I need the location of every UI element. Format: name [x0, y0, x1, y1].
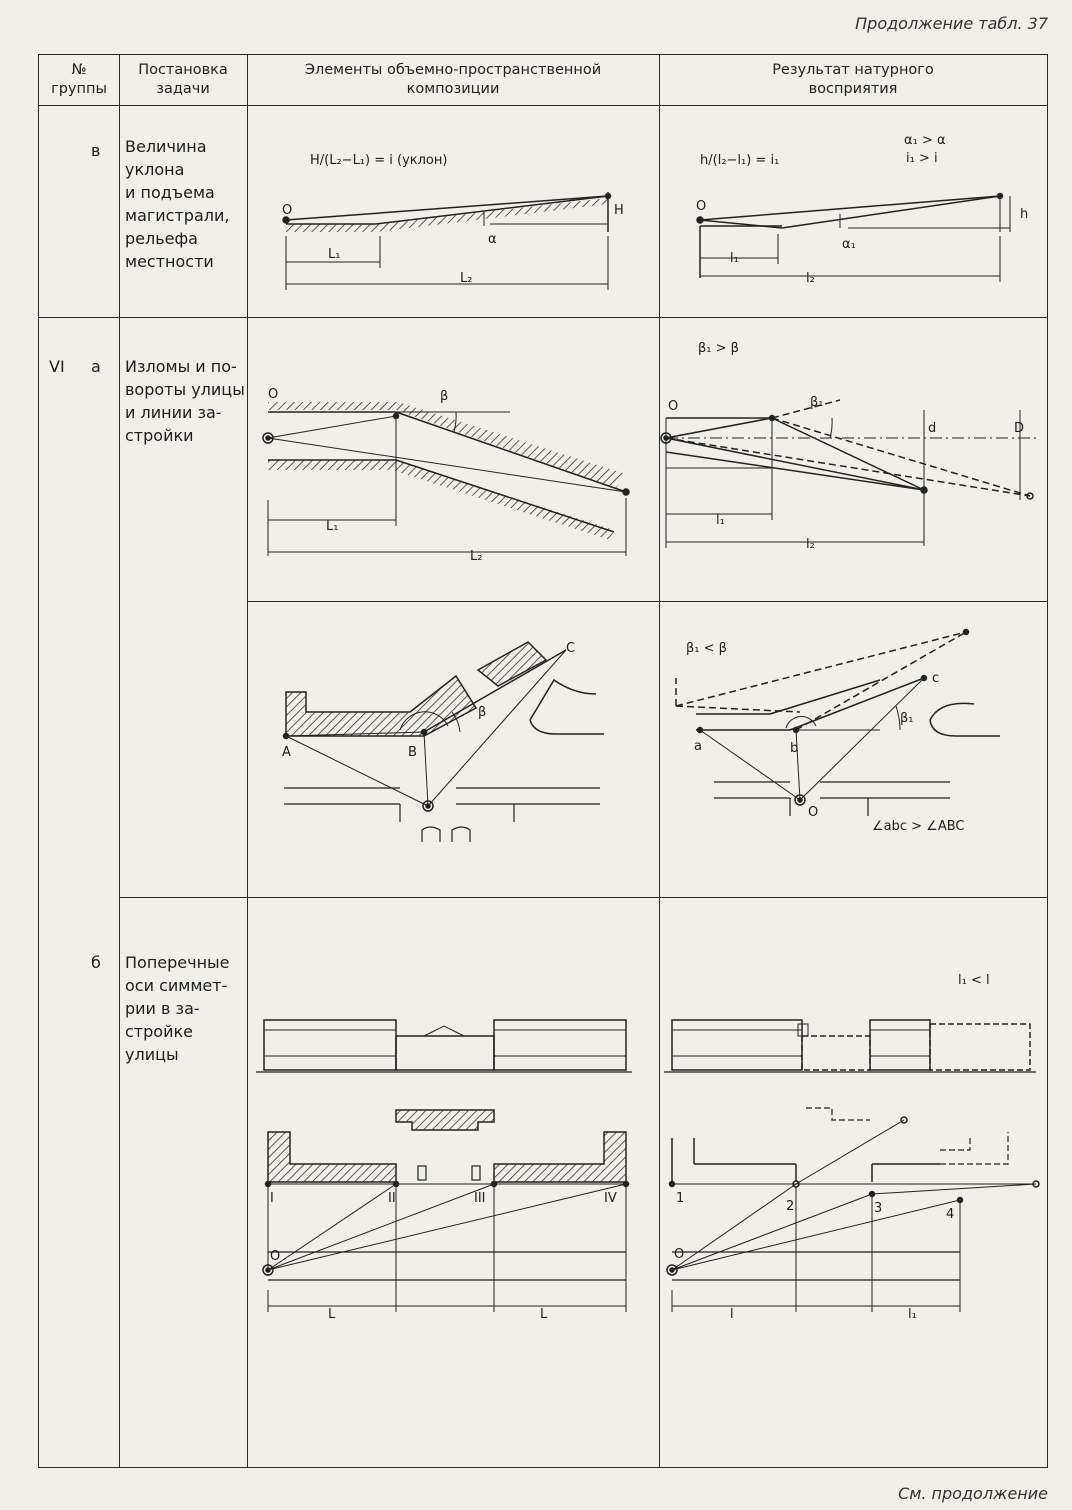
- label-B: B: [408, 745, 417, 760]
- label-l2: l₂: [806, 271, 815, 286]
- label-L-2: L: [540, 1307, 548, 1322]
- header-group-no: № группы: [51, 62, 107, 97]
- label-b: b: [790, 741, 799, 756]
- condition-angle: ∠abc > ∠ABC: [872, 819, 965, 834]
- condition-alpha: α₁ > α: [904, 133, 946, 148]
- label-l1: l₁: [730, 251, 739, 266]
- header-result: Результат натурного восприятия: [772, 62, 934, 97]
- label-1: 1: [676, 1191, 685, 1206]
- label-d: d: [928, 421, 937, 436]
- label-A: A: [282, 745, 291, 760]
- turn-diagram-left: [284, 642, 605, 842]
- header-elements: Элементы объемно-пространственной композиции: [304, 62, 602, 97]
- label-L-1: L: [328, 1307, 336, 1322]
- label-2: 2: [786, 1199, 795, 1214]
- label-O-bend: O: [268, 387, 279, 402]
- symmetry-diagram-right: [664, 1020, 1039, 1312]
- slope-diagram-left: [283, 192, 611, 290]
- label-I: I: [270, 1191, 274, 1206]
- label-C: C: [566, 641, 576, 656]
- continued-bottom-label: См. продолжение: [898, 1484, 1048, 1503]
- header-task: Постановка задачи: [138, 62, 228, 97]
- label-III: III: [474, 1191, 486, 1206]
- label-L1-bend: L₁: [326, 519, 339, 534]
- condition-l1-lt-l: l₁ < l: [958, 973, 990, 988]
- label-H: H: [614, 203, 624, 218]
- condition-beta-lt: β₁ < β: [686, 641, 727, 656]
- label-alpha1: α₁: [842, 237, 856, 252]
- row-task-v: Величина уклона и подъема магистрали, рельефа местности: [125, 137, 230, 271]
- label-L2-bend: L₂: [470, 549, 483, 564]
- row-group-vi: VI: [49, 357, 65, 376]
- label-beta1: β₁: [810, 395, 824, 410]
- row-task-b: Поперечные оси симмет- рии в за- стройке улицы: [125, 953, 230, 1064]
- row-sub-a: а: [91, 357, 101, 376]
- label-4: 4: [946, 1207, 955, 1222]
- label-l: l: [730, 1307, 734, 1322]
- label-O-right: O: [696, 199, 707, 214]
- label-O-turn: O: [808, 805, 819, 820]
- label-D: D: [1014, 421, 1025, 436]
- label-3: 3: [874, 1201, 883, 1216]
- turn-diagram-right: [676, 630, 1000, 817]
- label-beta: β: [440, 389, 449, 404]
- label-beta1-turn: β₁: [900, 711, 914, 726]
- label-IV: IV: [604, 1191, 617, 1206]
- label-c: c: [932, 671, 940, 686]
- label-l1-sym: l₁: [908, 1307, 917, 1322]
- row-task-a: Изломы и по- вороты улицы и линии за- стройки: [125, 357, 245, 445]
- condition-beta-gt: β₁ > β: [698, 341, 739, 356]
- row-sub-b: б: [91, 953, 101, 972]
- label-L2: L₂: [460, 271, 473, 286]
- label-O-sym-right: O: [674, 1247, 685, 1262]
- label-a: a: [694, 739, 702, 754]
- label-alpha: α: [488, 232, 497, 247]
- label-l1-bend: l₁: [716, 513, 725, 528]
- formula-left: H/(L₂−L₁) = i (уклон): [310, 153, 448, 168]
- bend-diagram-left: [263, 402, 629, 556]
- label-O-sym: O: [270, 1249, 281, 1264]
- label-l2-bend: l₂: [806, 537, 815, 552]
- condition-i: i₁ > i: [906, 151, 938, 166]
- formula-right: h/(l₂−l₁) = i₁: [700, 153, 780, 168]
- row-sub-v: в: [91, 141, 101, 160]
- label-O-bend-right: O: [668, 399, 679, 414]
- label-II: II: [388, 1191, 396, 1206]
- label-O: O: [282, 203, 293, 218]
- label-L1: L₁: [328, 247, 341, 262]
- label-beta-turn: β: [478, 705, 487, 720]
- symmetry-diagram-left: [256, 1020, 632, 1312]
- label-h: h: [1020, 207, 1029, 222]
- continued-top-label: Продолжение табл. 37: [855, 14, 1048, 33]
